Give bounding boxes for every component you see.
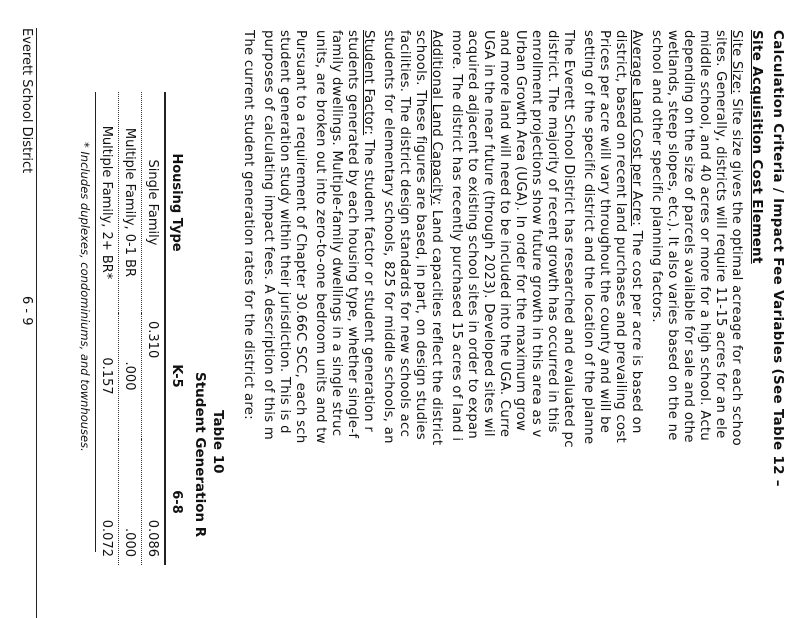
site-size-line: school and other specific planning factors. (649, 30, 664, 323)
pursuant-line: purposes of calculating impact fees. A description of this m (261, 30, 276, 441)
pursuant-line: student generation study within their jurisdiction. This is d (277, 30, 292, 434)
table-row (119, 92, 142, 565)
footer-rule (36, 28, 37, 618)
student-factor-line: units, are broken out into zero-to-one bedroom units and tw (313, 30, 328, 444)
land-cost-line: Prices per acre will vary throughout the county and will be (597, 30, 612, 434)
table-cell: 0.072 (99, 519, 115, 557)
section-subheading: Site Acquisition Cost Element (749, 30, 765, 264)
table-row (96, 92, 119, 565)
column-header: Housing Type (169, 153, 185, 252)
research-line: enrollment projections show future growth in this area as v (529, 30, 544, 438)
student-factor-line: family dwellings. Multiple-family dwellings in a single struc (329, 30, 344, 437)
site-size-line: middle school, and 40 acres or more for a high school. Actu (697, 30, 712, 442)
research-line: district. The majority of recent growth has occurred in this (545, 30, 560, 433)
current-rates-text: The current student generation rates for the district are: (241, 30, 256, 420)
table-title: Student Generation R (192, 372, 208, 538)
table-cell: 0.157 (99, 357, 115, 395)
table-row (142, 92, 166, 565)
table-cell: 0.310 (145, 321, 161, 359)
site-size-line: sites. Generally, districts will require 11-15 acres for an ele (713, 30, 728, 439)
capacity-line: schools. These figures are based, in part, on design studies (413, 30, 428, 440)
footer-district-name: Everett School District (19, 28, 34, 174)
table-cell: .000 (122, 528, 138, 557)
table-footnote: * Includes duplexes, condominiums, and townhouses. (78, 142, 92, 452)
capacity-line: students for elementary schools, 825 for middle schools, an (381, 30, 396, 444)
research-line: and more land will need to be included into the UGA. Curre (497, 30, 512, 438)
table-cell: Multiple Family, 2+ BR* (99, 125, 115, 280)
table-number: Table 10 (210, 410, 226, 474)
land-cost-line: setting of the specific district and the location of the planne (581, 30, 596, 445)
land-cost-line: district, based on recent land purchases and prevailing cost (613, 30, 628, 443)
column-header: K-5 (169, 364, 185, 388)
research-line: acquired adjacent to existing school sites in order to expan (465, 30, 480, 440)
research-line: more. The district has recently purchased 15 acres of land i (449, 30, 464, 442)
table-cell: .000 (122, 361, 138, 391)
table-cell: 0.086 (145, 519, 161, 557)
table-cell: Single Family (145, 159, 161, 246)
capacity-label: Additional Land Capacity: (429, 30, 444, 206)
research-line: The Everett School District has researched and evaluated pc (561, 30, 576, 448)
student-factor-label: Student Factor: (361, 30, 376, 136)
student-factor-line: The student factor or student generation r (361, 135, 376, 433)
footer-page-number: 6 - 9 (19, 296, 34, 326)
table-cell: Multiple Family, 0-1 BR (122, 127, 138, 278)
research-line: Urban Growth Area (UGA). In order for the maximum grow (513, 30, 528, 432)
capacity-line: facilities. The district design standards for new schools acc (397, 30, 412, 438)
capacity-line: Land capacities reflect the district (429, 205, 444, 446)
pursuant-line: Pursuant to a requirement of Chapter 30.66C SCC, each sch (293, 30, 308, 444)
research-line: UGA in the near future (through 2023). Developed sites wil (481, 30, 496, 437)
column-header: 6-8 (169, 490, 185, 514)
site-size-line: depending on the size of parcels available for sale and othe (681, 30, 696, 443)
land-cost-label: Average Land Cost per Acre: (629, 30, 644, 227)
site-size-line: wetlands, steep slopes, etc.). It also varies based on the ne (665, 30, 680, 441)
student-generation-table (96, 92, 188, 565)
table-bottom-rule (95, 92, 96, 552)
section-heading: Calculation Criteria / Impact Fee Variables (See Table 12 – (770, 30, 786, 487)
land-cost-line: The cost per acre is based on (629, 226, 644, 434)
student-factor-line: students generated by each housing type, whether single-f (345, 30, 360, 439)
site-size-line: Site size gives the optimal acreage for each schoo (729, 94, 744, 446)
site-size-label: Site Size: (729, 30, 744, 95)
table-header-row (165, 92, 188, 565)
